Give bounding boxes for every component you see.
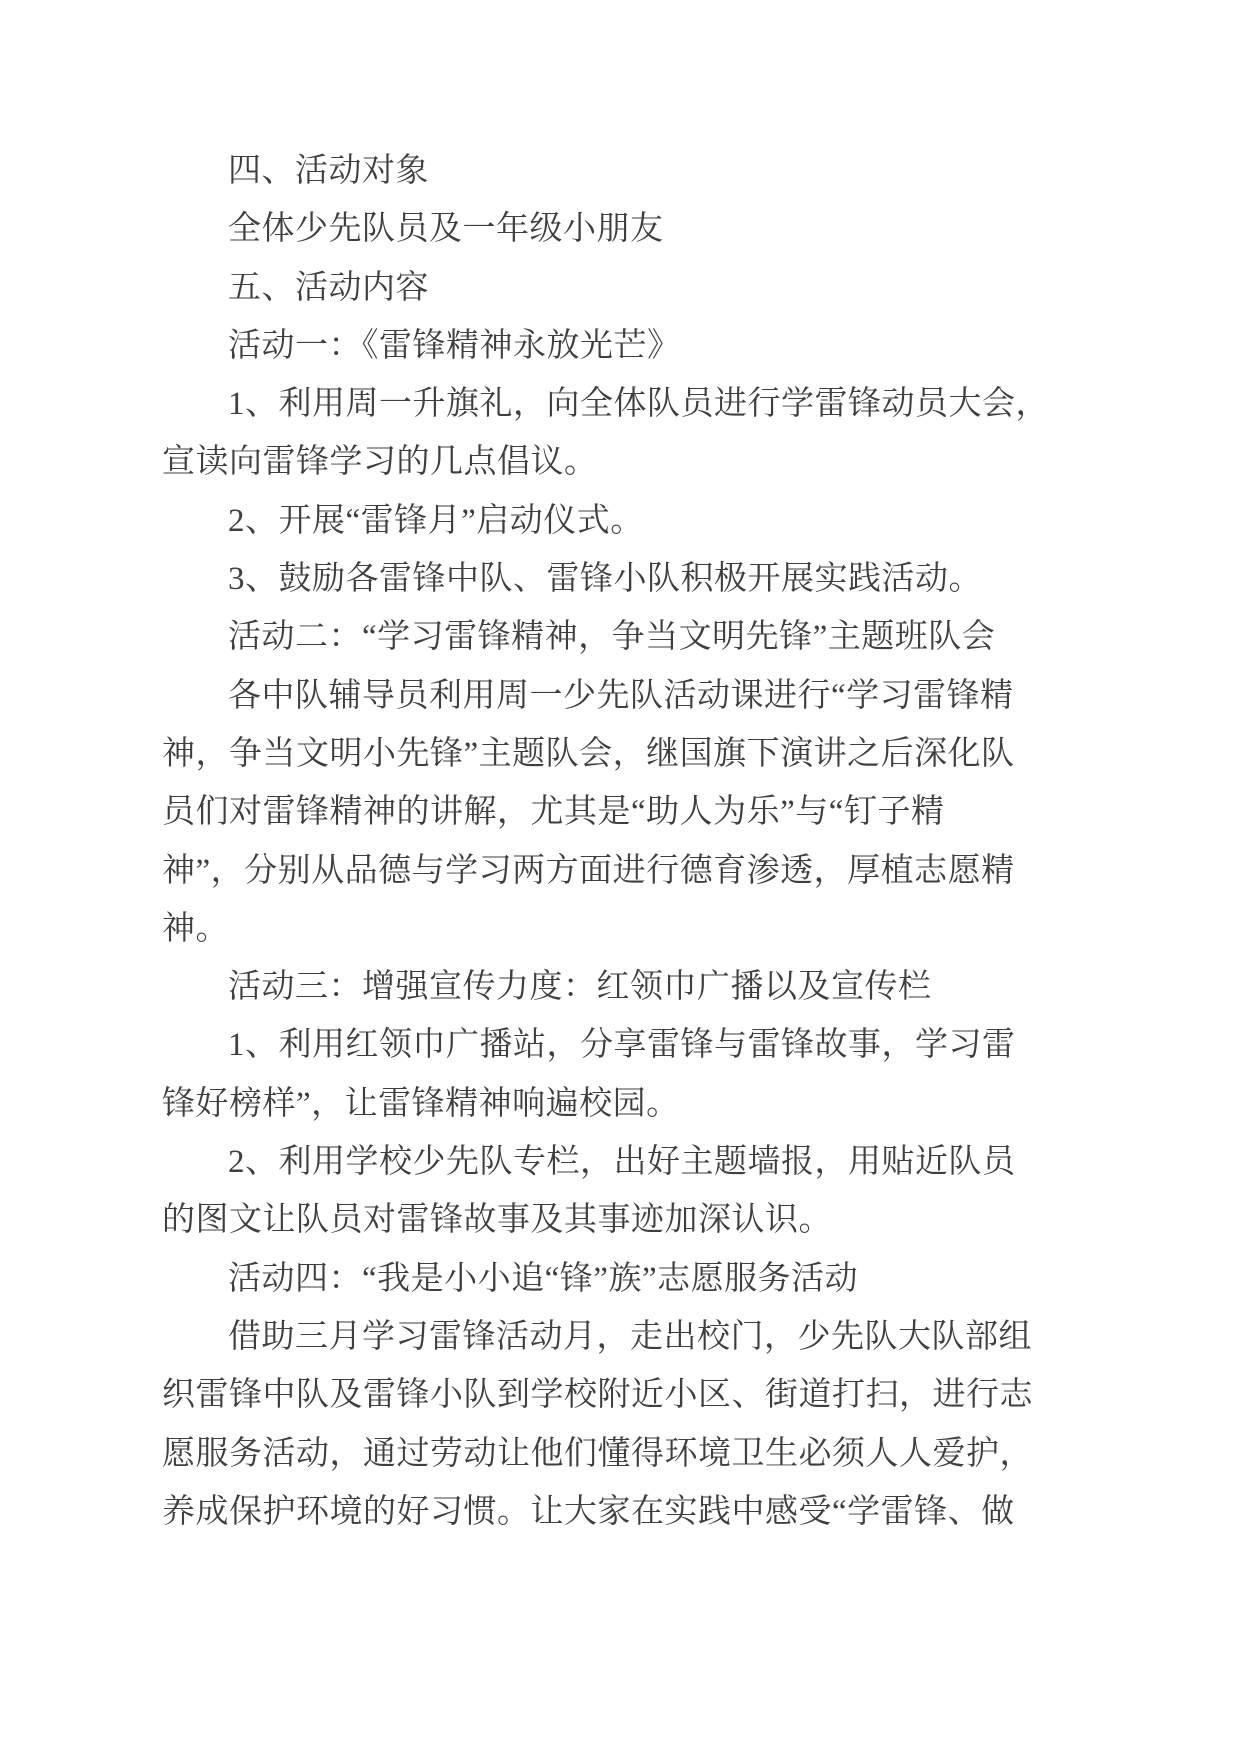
text-line: 员们对雷锋精神的讲解，尤其是“助人为乐”与“钉子精 bbox=[162, 794, 945, 831]
document-body bbox=[162, 142, 1082, 1541]
text-line: 各中队辅导员利用周一少先队活动课进行“学习雷锋精 bbox=[228, 677, 1014, 714]
text-line: 2、开展“雷锋月”启动仪式。 bbox=[228, 502, 644, 539]
text-line: 织雷锋中队及雷锋小队到学校附近小区、街道打扫，进行志 bbox=[162, 1377, 1033, 1414]
text-line: 的图文让队员对雷锋故事及其事迹加深认识。 bbox=[162, 1202, 832, 1239]
text-line: 宣读向雷锋学习的几点倡议。 bbox=[162, 444, 598, 481]
text-line: 神”，分别从品德与学习两方面进行德育渗透，厚植志愿精 bbox=[162, 852, 1015, 889]
text-line: 活动三：增强宣传力度：红领巾广播以及宣传栏 bbox=[228, 969, 932, 1006]
text-line: 3、鼓励各雷锋中队、雷锋小队积极开展实践活动。 bbox=[228, 561, 982, 598]
text-line: 四、活动对象 bbox=[228, 153, 429, 189]
text-line: 锋好榜样”，让雷锋精神响遍校园。 bbox=[162, 1085, 680, 1122]
text-line: 养成保护环境的好习惯。让大家在实践中感受“学雷锋、做 bbox=[162, 1493, 1015, 1530]
text-line: 愿服务活动，通过劳动让他们懂得环境卫生必须人人爱护， bbox=[162, 1435, 1033, 1472]
text-line: 五、活动内容 bbox=[228, 269, 429, 306]
text-line: 活动二：“学习雷锋精神，争当文明先锋”主题班队会 bbox=[228, 619, 996, 656]
text-line: 活动一：《雷锋精神永放光芒》 bbox=[228, 327, 681, 364]
text-line: 神，争当文明小先锋”主题队会，继国旗下演讲之后深化队 bbox=[162, 735, 1015, 772]
text-line: 1、利用红领巾广播站，分享雷锋与雷锋故事，学习雷 bbox=[228, 1027, 1016, 1064]
text-line: 神。 bbox=[162, 910, 229, 947]
text-line: 活动四：“我是小小追“锋”族”志愿服务活动 bbox=[228, 1260, 859, 1297]
text-line: 1、利用周一升旗礼，向全体队员进行学雷锋动员大会， bbox=[228, 386, 1049, 423]
text-line: 全体少先队员及一年级小朋友 bbox=[228, 211, 664, 248]
text-line: 2、利用学校少先队专栏，出好主题墙报，用贴近队员 bbox=[228, 1144, 1016, 1181]
text-line: 借助三月学习雷锋活动月，走出校门，少先队大队部组 bbox=[228, 1318, 1032, 1355]
